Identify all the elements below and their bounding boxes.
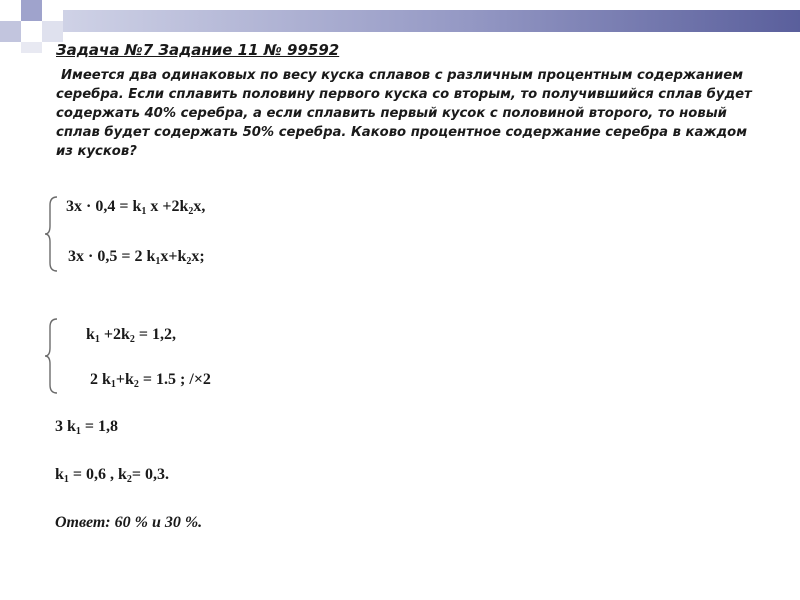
equation-step3: 3 $k_1 = 1,8$ bbox=[55, 418, 119, 437]
system2-equation1: $k_1 +2k_2 = 1,2$, bbox=[86, 326, 177, 345]
header-bar-decoration bbox=[63, 10, 800, 32]
system2-brace bbox=[44, 318, 60, 394]
task-title: Задача №7 Задание 11 № 99592 bbox=[56, 41, 340, 59]
corner-squares-decoration bbox=[0, 0, 63, 53]
system1-equation2: 3x · 0,5 = 2 $k_1x+k_2x$; bbox=[68, 248, 205, 267]
system2-equation2: 2 $k_1+k_2 = 1.5$ ; /×2 bbox=[90, 371, 211, 390]
system1-equation1: $3x \cdot 0,4 = k_1$ $x +2k_2x$, bbox=[66, 198, 206, 217]
problem-statement: Имеется два одинаковых по весу куска сплавов с различным процентным содержанием серебра. Если сплавить половину первого куска со вторым, то получившийся сплав будет содержать 40% серебра, а если сплавить первый кусок с половиной второго, то новый сплав будет содержать 50% серебра. Каково процентное содержание серебра в каждом из кусков? bbox=[56, 68, 752, 159]
equation-step4: $k_1 = 0,6$ , $k_2= 0,3$. bbox=[55, 466, 170, 485]
system1-brace bbox=[44, 196, 60, 272]
answer-line: Ответ: 60 % и 30 %. bbox=[55, 514, 203, 531]
